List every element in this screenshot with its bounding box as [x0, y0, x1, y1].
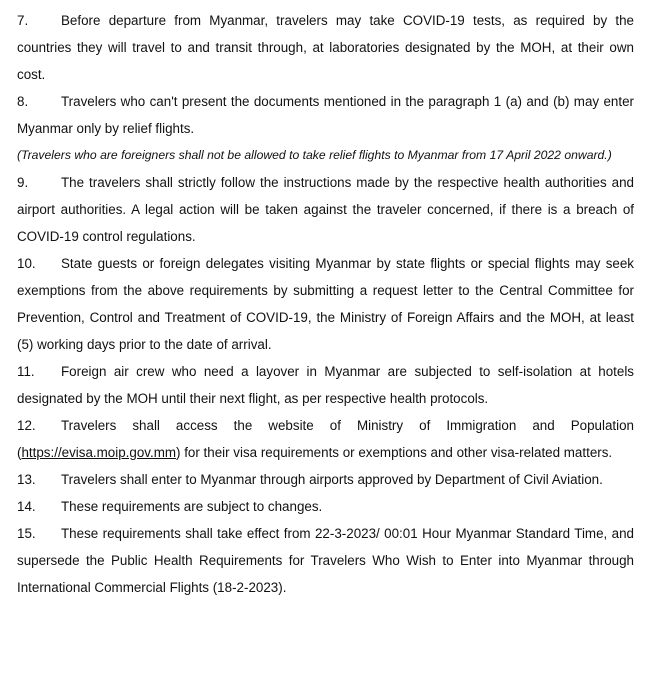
paragraph-number: 14. — [17, 499, 36, 514]
paragraph-number: 10. — [17, 256, 36, 271]
document-body — [17, 7, 634, 601]
paragraph-number: 13. — [17, 472, 36, 487]
paragraph-13 — [17, 466, 634, 493]
paragraph-text: Travelers shall enter to Myanmar through airports approved by Department of Civil Aviation. — [61, 472, 603, 487]
paragraph-text-before-link: Travelers shall access the website of Ministry of Immigration and Population ( — [17, 418, 634, 460]
paragraph-number: 8. — [17, 94, 29, 109]
paragraph-number: 15. — [17, 526, 36, 541]
paragraph-text: Before departure from Myanmar, travelers may take COVID-19 tests, as required by the countries they will travel to and transit through, at laboratories designated by the MOH, at their own cost. — [17, 13, 634, 82]
paragraph-text: Travelers who can't present the documents mentioned in the paragraph 1 (a) and (b) may enter Myanmar only by relief flights. — [17, 94, 634, 136]
paragraph-text-after-link: ) for their visa requirements or exemptions and other visa-related matters. — [176, 445, 613, 460]
paragraph-number: 11. — [17, 364, 35, 379]
paragraph-9 — [17, 169, 634, 250]
paragraph-text: These requirements shall take effect from 22-3-2023/ 00:01 Hour Myanmar Standard Time, and supersede the Public Health Requirements for Travelers Who Wish to Enter into Myanmar through International Commercial Flights (18-2-2023). — [17, 526, 634, 595]
paragraph-text: These requirements are subject to changes. — [61, 499, 323, 514]
paragraph-10 — [17, 250, 634, 358]
paragraph-text: State guests or foreign delegates visiting Myanmar by state flights or special flights may seek exemptions from the above requirements by submitting a request letter to the Central Committee for Prevention, Control and Treatment of COVID-19, the Ministry of Foreign Affairs and the MOH, at least (5) working days prior to the date of arrival. — [17, 256, 634, 352]
paragraph-number: 12. — [17, 418, 36, 433]
paragraph-8-note: (Travelers who are foreigners shall not be allowed to take relief flights to Myanmar from 17 April 2022 onward.) — [17, 148, 612, 162]
paragraph-7 — [17, 7, 634, 88]
paragraph-12 — [17, 412, 634, 466]
paragraph-text: Foreign air crew who need a layover in Myanmar are subjected to self-isolation at hotels designated by the MOH until their next flight, as per respective health protocols. — [17, 364, 634, 406]
evisa-website-link[interactable]: https://evisa.moip.gov.mm — [21, 445, 177, 460]
paragraph-number: 9. — [17, 175, 29, 190]
paragraph-number: 7. — [17, 13, 29, 28]
paragraph-8 — [17, 88, 634, 142]
paragraph-15 — [17, 520, 634, 601]
paragraph-text: The travelers shall strictly follow the instructions made by the respective health authorities and airport authorities. A legal action will be taken against the traveler concerned, if there is a breach of COVID-19 control regulations. — [17, 175, 634, 244]
paragraph-11 — [17, 358, 634, 412]
paragraph-14 — [17, 493, 634, 520]
